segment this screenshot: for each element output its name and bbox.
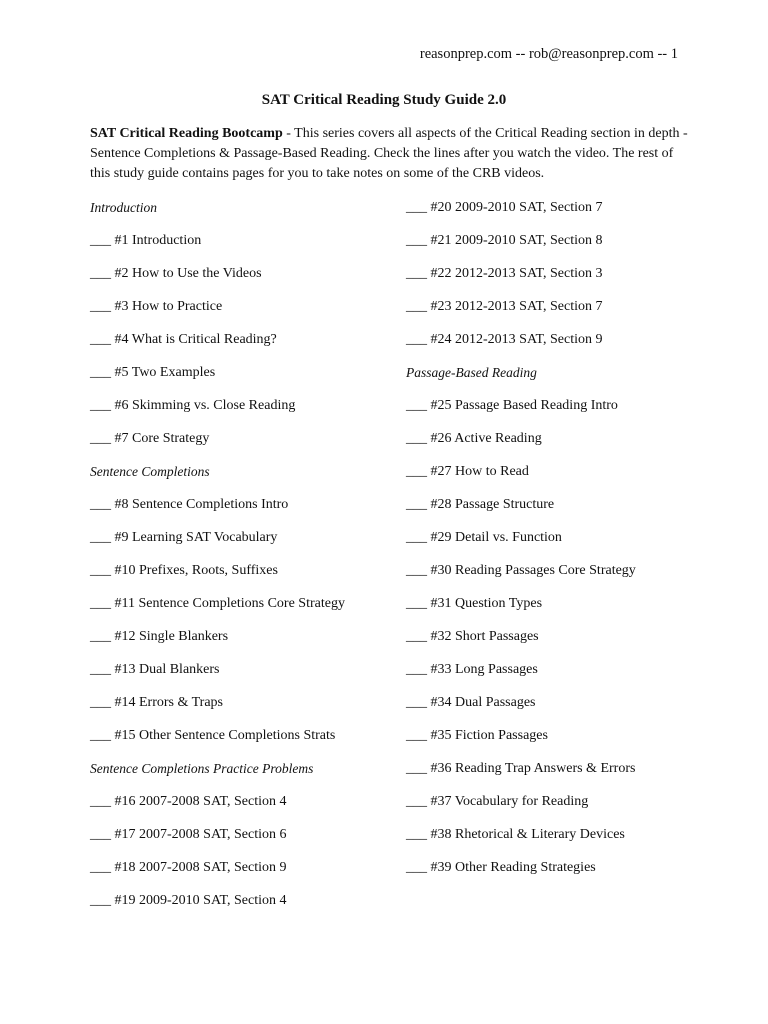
checklist-item: ___ #5 Two Examples: [90, 365, 216, 380]
checklist-item: ___ #22 2012-2013 SAT, Section 3: [406, 266, 603, 281]
checklist-item: ___ #7 Core Strategy: [90, 431, 210, 446]
checklist-item: ___ #27 How to Read: [406, 464, 529, 479]
checklist-item: ___ #4 What is Critical Reading?: [90, 332, 277, 347]
checklist-item: ___ #6 Skimming vs. Close Reading: [90, 398, 296, 413]
checklist-item: ___ #11 Sentence Completions Core Strategy: [90, 596, 345, 611]
checklist-item: ___ #13 Dual Blankers: [90, 662, 220, 677]
section-heading: Passage-Based Reading: [406, 365, 537, 380]
checklist-item: ___ #31 Question Types: [406, 596, 543, 611]
checklist-item: ___ #23 2012-2013 SAT, Section 7: [406, 299, 603, 314]
checklist-item: ___ #19 2009-2010 SAT, Section 4: [90, 893, 287, 908]
checklist-item: ___ #39 Other Reading Strategies: [406, 860, 596, 875]
checklist-item: ___ #35 Fiction Passages: [406, 728, 548, 743]
section-heading: Sentence Completions Practice Problems: [90, 761, 314, 776]
checklist-item: ___ #20 2009-2010 SAT, Section 7: [406, 200, 603, 215]
checklist-item: ___ #38 Rhetorical & Literary Devices: [406, 827, 625, 842]
intro-bold-label: SAT Critical Reading Bootcamp: [90, 126, 283, 141]
checklist-item: ___ #8 Sentence Completions Intro: [90, 497, 289, 512]
checklist-item: ___ #15 Other Sentence Completions Strats: [90, 728, 336, 743]
checklist-item: ___ #1 Introduction: [90, 233, 202, 248]
checklist-item: ___ #2 How to Use the Videos: [90, 266, 262, 281]
section-heading: Introduction: [90, 200, 157, 215]
checklist-item: ___ #24 2012-2013 SAT, Section 9: [406, 332, 603, 347]
checklist-item: ___ #25 Passage Based Reading Intro: [406, 398, 618, 413]
document-title: SAT Critical Reading Study Guide 2.0: [261, 92, 507, 108]
checklist-item: ___ #16 2007-2008 SAT, Section 4: [90, 794, 287, 809]
checklist-item: ___ #14 Errors & Traps: [90, 695, 224, 710]
checklist-item: ___ #34 Dual Passages: [406, 695, 536, 710]
checklist-item: ___ #26 Active Reading: [406, 431, 542, 446]
checklist-item: ___ #30 Reading Passages Core Strategy: [406, 563, 636, 578]
checklist-item: ___ #3 How to Practice: [90, 299, 223, 314]
checklist-item: ___ #28 Passage Structure: [406, 497, 555, 512]
checklist-item: ___ #10 Prefixes, Roots, Suffixes: [90, 563, 278, 578]
checklist-item: ___ #33 Long Passages: [406, 662, 538, 677]
checklist-item: ___ #29 Detail vs. Function: [406, 530, 562, 545]
section-heading: Sentence Completions: [90, 464, 210, 479]
checklist-item: ___ #21 2009-2010 SAT, Section 8: [406, 233, 603, 248]
checklist-item: ___ #18 2007-2008 SAT, Section 9: [90, 860, 287, 875]
checklist-item: ___ #37 Vocabulary for Reading: [406, 794, 589, 809]
intro-paragraph: [90, 124, 690, 184]
checklist-item: ___ #12 Single Blankers: [90, 629, 229, 644]
checklist-item: ___ #9 Learning SAT Vocabulary: [90, 530, 278, 545]
page-header: reasonprep.com -- rob@reasonprep.com -- 1: [419, 46, 678, 62]
checklist-item: ___ #17 2007-2008 SAT, Section 6: [90, 827, 287, 842]
checklist-item: ___ #32 Short Passages: [406, 629, 539, 644]
intro-text: - This series covers all aspects of the Critical Reading section in depth - Sentence Completions & Passage-Based Reading. Check the lines after you watch the video. The rest of this study guide contains pages for you to take notes on some of the CRB videos.: [90, 126, 688, 181]
right-column: [406, 197, 706, 890]
checklist-item: ___ #36 Reading Trap Answers & Errors: [406, 761, 636, 776]
left-column: [90, 197, 400, 923]
